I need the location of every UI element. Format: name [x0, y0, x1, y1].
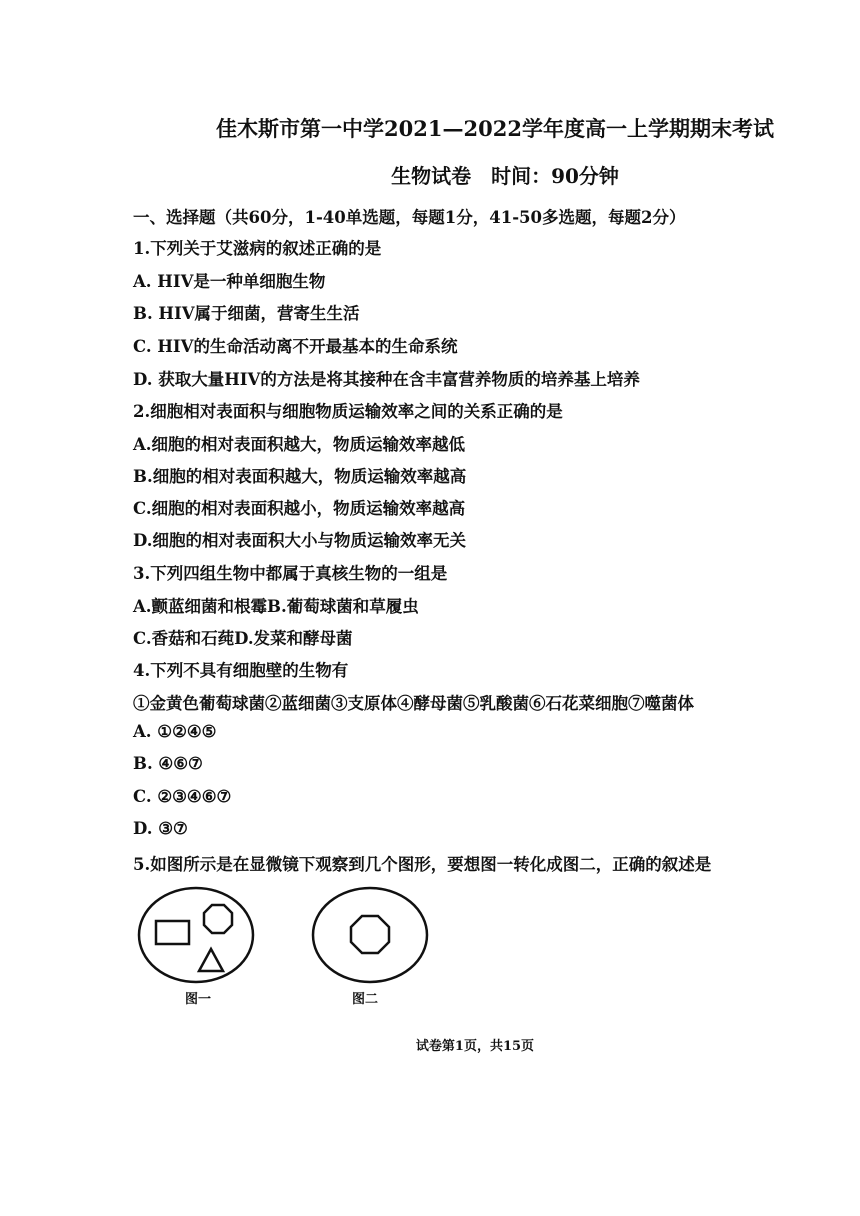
microscope-field-circle [313, 888, 427, 982]
option-d: D.细胞的相对表面积大小与物质运输效率无关 [133, 531, 466, 550]
exam-title: 佳木斯市第一中学2021—2022学年度高一上学期期末考试 [216, 116, 774, 141]
option-a: A. HIV是一种单细胞生物 [133, 272, 326, 291]
option-c: C. HIV的生命活动离不开最基本的生命系统 [133, 337, 458, 356]
rectangle-shape [156, 921, 189, 944]
option-c: C.细胞的相对表面积越小，物质运输效率越高 [133, 499, 466, 518]
octagon-shape [204, 905, 232, 933]
option-row [133, 625, 353, 649]
option-c: C. ②③④⑥⑦ [133, 787, 232, 806]
option-d: D. 获取大量HIV的方法是将其接种在含丰富营养物质的培养基上培养 [133, 370, 640, 389]
question-stem: 3.下列四组生物中都属于真核生物的一组是 [133, 564, 448, 583]
octagon-shape [351, 916, 389, 953]
option-a: A. ①②④⑤ [133, 722, 217, 741]
option-a: A.颤蓝细菌和根霉 [133, 597, 268, 616]
figure-one-caption: 图一 [185, 992, 212, 1007]
question-stem: 5.如图所示是在显微镜下观察到几个图形，要想图一转化成图二，正确的叙述是 [133, 855, 712, 874]
option-b: B. ④⑥⑦ [133, 754, 203, 773]
question-stem: 4.下列不具有细胞壁的生物有 [133, 661, 349, 680]
organism-list: ①金黄色葡萄球菌②蓝细菌③支原体④酵母菌⑤乳酸菌⑥石花菜细胞⑦噬菌体 [133, 694, 694, 713]
option-row [133, 593, 419, 617]
option-b: B.细胞的相对表面积越大，物质运输效率越高 [133, 467, 467, 486]
option-d: D. ③⑦ [133, 819, 188, 838]
figure-two [310, 885, 430, 985]
option-b: B. HIV属于细菌，营寄生生活 [133, 304, 360, 323]
question-stem: 1.下列关于艾滋病的叙述正确的是 [133, 239, 382, 258]
option-c: C.香菇和石莼 [133, 629, 235, 648]
exam-subtitle: 生物试卷 时间：90分钟 [391, 164, 619, 188]
triangle-shape [199, 949, 223, 971]
figure-two-caption: 图二 [352, 992, 379, 1007]
option-d: D.发菜和酵母菌 [234, 629, 353, 648]
question-stem: 2.细胞相对表面积与细胞物质运输效率之间的关系正确的是 [133, 402, 563, 421]
section-heading: 一、选择题（共60分，1-40单选题，每题1分，41-50多选题，每题2分） [133, 208, 686, 227]
option-b: B.葡萄球菌和草履虫 [267, 597, 419, 616]
page-footer: 试卷第1页，共15页 [415, 1039, 535, 1054]
figure-one [136, 885, 256, 985]
option-a: A.细胞的相对表面积越大，物质运输效率越低 [133, 435, 466, 454]
